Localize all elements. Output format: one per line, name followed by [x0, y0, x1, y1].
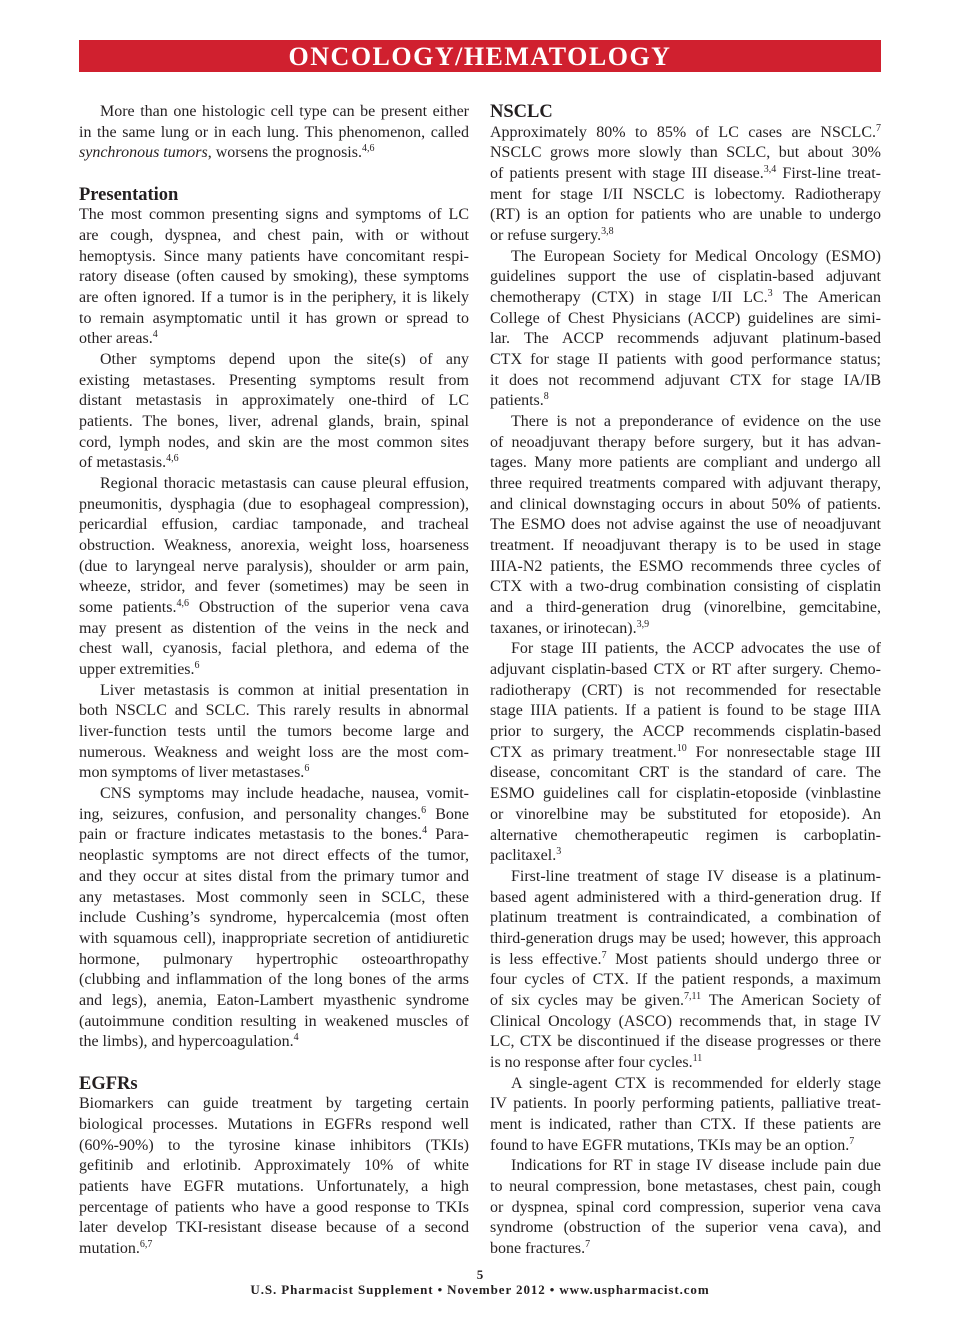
paragraph	[79, 681, 469, 784]
text-line	[490, 660, 881, 681]
text-line	[490, 1136, 881, 1157]
citation-superscript: 4,6	[166, 453, 179, 465]
text-run: First-line treat-	[776, 165, 881, 182]
text-line	[79, 1094, 469, 1115]
text-line	[490, 226, 881, 247]
text-run: and clinical downstaging occurs in about 50% of patients.	[490, 495, 881, 513]
text-run: The American	[772, 289, 881, 307]
text-line	[490, 639, 881, 660]
text-run: (RT) is an option for patients who are unable to undergo	[490, 206, 881, 224]
text-run: or dyspnea, spinal cord compression, superior vena cava	[490, 1198, 881, 1216]
text-run: obstruction. Weakness, anorexia, weight loss, hoarseness	[79, 537, 469, 555]
text-line	[79, 763, 469, 784]
text-line	[79, 577, 469, 598]
text-run: Liver metastasis is common at initial presentation in	[100, 681, 469, 699]
text-line	[490, 1094, 881, 1115]
text-line	[79, 267, 469, 288]
text-line	[490, 970, 881, 991]
citation-superscript: 3	[767, 288, 773, 300]
text-line	[79, 474, 469, 495]
citation-superscript: 7	[876, 122, 881, 134]
citation-superscript: 4	[152, 329, 158, 341]
text-line	[79, 639, 469, 660]
text-run: is no response after four cycles.	[490, 1053, 693, 1071]
text-run: any metastases. Most commonly seen in SCLC, these	[79, 888, 469, 906]
text-run: A single-agent CTX is recommended for elderly stage	[511, 1074, 881, 1092]
text-run: upper extremities.	[79, 661, 195, 679]
text-line	[79, 743, 469, 764]
text-run: distant metastasis in approximately one-third of LC	[79, 392, 469, 410]
text-line	[79, 681, 469, 702]
text-line	[490, 1156, 881, 1177]
text-run: CNS symptoms may include headache, nausea, vomit-	[100, 785, 469, 803]
text-run: mon symptoms of liver metastases.	[79, 764, 305, 782]
section-banner	[79, 40, 881, 72]
text-run: ESMO guidelines call for cisplatin-etoposide (vinblastine	[490, 785, 881, 803]
text-run: or vinorelbine may be substituted for etoposide). An	[490, 805, 881, 823]
text-line	[490, 309, 881, 330]
text-run: radiotherapy (CRT) is not recommended for resectable	[490, 681, 881, 699]
citation-superscript: 3,4	[763, 164, 777, 175]
citation-superscript: 7	[601, 949, 607, 961]
text-line	[490, 681, 881, 702]
text-line	[490, 1198, 881, 1219]
text-run: and legs), anemia, Eaton-Lambert myasthenic syndrome	[79, 991, 469, 1009]
paragraph	[79, 205, 469, 350]
text-line	[490, 1177, 881, 1198]
text-run: patients. The bones, liver, adrenal glands, brain, spinal	[79, 413, 469, 431]
text-run: three required treatments compared with adjuvant therapy,	[490, 475, 881, 493]
citation-superscript: 7,11	[683, 990, 702, 1002]
text-run: may present as distention of the veins in the neck and	[79, 619, 469, 637]
text-line	[490, 164, 881, 185]
text-run: CTX for stage II patients with good performance status;	[490, 351, 881, 369]
section-title: ONCOLOGY/HEMATOLOGY	[288, 42, 672, 71]
text-line	[79, 309, 469, 330]
text-run: Most patients should undergo three or	[606, 950, 881, 968]
text-line	[490, 722, 881, 743]
text-line	[79, 598, 469, 619]
right-column	[490, 102, 881, 1260]
text-run: IIIA-N2 patients, the ESMO recommends three cycles of	[490, 557, 881, 575]
text-run: or refuse surgery.	[490, 227, 602, 245]
text-line	[79, 371, 469, 392]
text-run: some patients.	[79, 599, 177, 617]
text-line	[79, 288, 469, 309]
text-run: guidelines support the use of cisplatin-based adjuvant	[490, 268, 881, 286]
text-line	[490, 329, 881, 350]
text-run: is less effective.	[490, 950, 602, 968]
text-run: patients.	[490, 392, 544, 410]
text-run: IV patients. In poorly performing patients, palliative treat-	[490, 1095, 881, 1113]
text-line	[79, 1218, 469, 1239]
text-line	[490, 784, 881, 805]
text-run: ing, seizures, confusion, and personality changes.	[79, 805, 422, 823]
text-run: liver-function tests until the tumors become large and	[79, 723, 469, 741]
text-run: ratory disease (often caused by smoking), these symptoms	[79, 268, 469, 286]
text-run: neoplastic symptoms are not direct effects of the tumor,	[79, 847, 469, 865]
text-line	[490, 598, 881, 619]
text-run: of metastasis.	[79, 454, 167, 472]
text-line	[79, 247, 469, 268]
text-line	[79, 1032, 469, 1053]
text-line	[490, 1032, 881, 1053]
text-run: adjuvant cisplatin-based CTX or RT after surgery. Chemo-	[490, 661, 881, 679]
citation-superscript: 4	[293, 1032, 299, 1044]
text-line	[490, 929, 881, 950]
text-line	[79, 433, 469, 454]
text-line	[79, 722, 469, 743]
text-run: paclitaxel.	[490, 847, 557, 865]
text-run: are cough, dyspnea, and chest pain, with or without	[79, 227, 469, 244]
citation-superscript: 6	[421, 804, 427, 816]
text-run: The American Society of	[701, 991, 881, 1009]
text-run: chest wall, cyanosis, facial plethora, and edema of the	[79, 640, 469, 658]
text-line	[490, 123, 881, 144]
paragraph	[490, 867, 881, 1074]
text-run: hormone, pulmonary hypertrophic osteoarthropathy	[79, 950, 469, 968]
text-run: (clubbing and inflammation of the long bones of the arms	[79, 971, 469, 989]
citation-superscript: 3	[556, 846, 562, 858]
text-line	[490, 412, 881, 433]
text-run: CTX as primary treatment.	[490, 743, 677, 761]
text-line	[79, 950, 469, 971]
text-run: (autoimmune condition resulting in weakened muscles of	[79, 1012, 469, 1030]
text-run: it does not recommend adjuvant CTX for stage IA/IB	[490, 371, 881, 389]
text-run: gefitinib and erlotinib. Approximately 10% of white	[79, 1157, 469, 1175]
text-line	[79, 143, 469, 164]
citation-superscript: 3,8	[601, 226, 614, 238]
citation-superscript: 6	[194, 660, 200, 672]
citation-superscript: 4	[422, 825, 428, 837]
text-line	[79, 1198, 469, 1219]
text-line	[79, 412, 469, 433]
section-heading: Presentation	[79, 184, 179, 205]
citation-superscript: 6	[304, 763, 310, 775]
text-run: with squamous cell), inappropriate secretion of antidiuretic	[79, 929, 469, 947]
text-line	[490, 805, 881, 826]
paragraph	[490, 247, 881, 412]
text-line	[79, 515, 469, 536]
text-line	[490, 247, 881, 268]
text-line	[490, 743, 881, 764]
text-run: stage IIIA patients. If a patient is found to be stage IIIA	[490, 702, 881, 720]
text-line	[490, 495, 881, 516]
text-run: ment for stage I/II NSCLC is lobectomy. Radiotherapy	[490, 185, 881, 203]
text-run: (60%-90%) to the tyrosine kinase inhibitors (TKIs)	[79, 1136, 469, 1154]
citation-superscript: 11	[692, 1052, 703, 1064]
text-run: to neural compression, bone metastases, chest pain, cough	[490, 1177, 881, 1195]
text-run: Indications for RT in stage IV disease include pain due	[511, 1157, 881, 1175]
text-run: found to have EGFR mutations, TKIs may be an option.	[490, 1136, 850, 1154]
text-line	[490, 950, 881, 971]
text-run: taxanes, or irinotecan).	[490, 619, 637, 637]
citation-superscript: 3,9	[636, 618, 650, 630]
text-line	[490, 1012, 881, 1033]
text-run: , worsens the prognosis.	[207, 144, 362, 162]
citation-superscript: 4,6	[361, 143, 375, 155]
text-line	[490, 267, 881, 288]
page-number: 5	[476, 1267, 484, 1282]
text-line	[490, 867, 881, 888]
text-run: Obstruction of the superior vena cava	[188, 599, 469, 617]
text-run: The ESMO does not advise against the use of neoadjuvant	[490, 516, 881, 534]
text-run: patients have EGFR mutations. Unfortunately, a high	[79, 1177, 469, 1195]
text-line	[79, 1239, 469, 1260]
citation-superscript: 8	[543, 391, 549, 403]
text-run: For nonresectable stage III	[686, 743, 881, 761]
text-line	[490, 371, 881, 392]
text-line	[79, 908, 469, 929]
text-run: prior to surgery, the ACCP recommends cisplatin-based	[490, 723, 881, 741]
text-line	[490, 1115, 881, 1136]
text-run: alternative chemotherapeutic regimen is carboplatin-	[490, 826, 881, 844]
text-run: based agent administered with a third-generation drug. If	[490, 888, 881, 906]
text-run: There is not a preponderance of evidence on the use	[511, 413, 881, 431]
text-line	[490, 888, 881, 909]
text-run: More than one histologic cell type can be present either	[100, 103, 469, 120]
text-run: treatment. If neoadjuvant therapy is to be used in stage	[490, 537, 881, 555]
text-line	[490, 557, 881, 578]
text-run: chemotherapy (CTX) in stage I/II LC.	[490, 289, 768, 307]
text-run: and a third-generation drug (vinorelbine, gemcitabine,	[490, 599, 881, 617]
citation-superscript: 10	[676, 742, 687, 754]
text-line	[79, 102, 469, 123]
citation-superscript: 6,7	[139, 1238, 153, 1250]
text-line	[490, 143, 881, 164]
text-line	[79, 991, 469, 1012]
text-run: existing metastases. Presenting symptoms result from	[79, 371, 469, 389]
left-column	[79, 102, 469, 1260]
paragraph	[79, 784, 469, 1053]
text-line	[79, 1136, 469, 1157]
footer-publication-line: U.S. Pharmacist Supplement • November 2012 • www.uspharmacist.com	[250, 1282, 710, 1297]
text-line	[79, 1177, 469, 1198]
text-run: pneumonitis, dysphagia (due to esophageal compression),	[79, 495, 469, 513]
text-run: Clinical Oncology (ASCO) recommends that, in stage IV	[490, 1012, 881, 1030]
text-line	[490, 205, 881, 226]
text-line	[79, 495, 469, 516]
text-line	[79, 536, 469, 557]
text-run: LC, CTX be discontinued if the disease progresses or there	[490, 1033, 881, 1051]
text-run: For stage III patients, the ACCP advocates the use of	[511, 640, 881, 658]
text-run: Para-	[427, 826, 469, 844]
text-line	[490, 846, 881, 867]
text-line	[79, 1115, 469, 1136]
text-line	[490, 1239, 881, 1260]
text-run: Biomarkers can guide treatment by targeting certain	[79, 1095, 469, 1113]
text-line	[490, 763, 881, 784]
text-run: NSCLC grows more slowly than SCLC, but about 30%	[490, 144, 881, 162]
paragraph	[79, 1094, 469, 1259]
text-line	[490, 701, 881, 722]
citation-superscript: 4,6	[176, 598, 189, 610]
text-line	[79, 619, 469, 640]
text-line	[79, 846, 469, 867]
section-heading: NSCLC	[490, 102, 553, 122]
text-line	[79, 660, 469, 681]
text-run: other areas.	[79, 330, 153, 348]
paragraph	[79, 474, 469, 681]
text-line	[79, 701, 469, 722]
text-run: platinum treatment is contraindicated, a combination of	[490, 909, 881, 927]
text-run: bone fractures.	[490, 1239, 586, 1257]
citation-superscript: 7	[585, 1238, 591, 1250]
text-line	[79, 453, 469, 474]
text-run: cord, lymph nodes, and skin are the most common sites	[79, 433, 469, 451]
text-line	[79, 805, 469, 826]
paragraph	[490, 1074, 881, 1157]
text-line	[79, 329, 469, 350]
text-line	[79, 205, 469, 226]
text-line	[79, 1012, 469, 1033]
text-line	[490, 433, 881, 454]
text-run: both NSCLC and SCLC. This rarely results in abnormal	[79, 702, 469, 720]
text-run: to remain asymptomatic until it has grown or spread to	[79, 309, 469, 327]
text-run: mutation.	[79, 1239, 140, 1257]
text-run: pericardial effusion, cardiac tamponade, and tracheal	[79, 516, 469, 534]
text-line	[79, 888, 469, 909]
text-line	[79, 391, 469, 412]
italic-term: synchronous tumors	[79, 144, 208, 162]
text-run: Other symptoms depend upon the site(s) of any	[100, 351, 469, 369]
text-line	[79, 867, 469, 888]
text-line	[79, 929, 469, 950]
text-line	[490, 1074, 881, 1095]
citation-superscript: 7	[849, 1135, 855, 1147]
text-run: Bone	[426, 805, 469, 823]
text-line	[79, 825, 469, 846]
text-line	[490, 185, 881, 206]
text-line	[79, 557, 469, 578]
text-run: pain or fracture indicates metastasis to the bones.	[79, 826, 423, 844]
text-line	[490, 453, 881, 474]
text-run: The European Society for Medical Oncology (ESMO)	[511, 247, 881, 265]
paragraph	[79, 102, 469, 164]
paragraph	[490, 1156, 881, 1259]
paragraph	[79, 350, 469, 474]
text-run: percentage of patients who have a good response to TKIs	[79, 1198, 469, 1216]
paragraph	[490, 639, 881, 866]
text-run: CTX with a two-drug combination consisting of cisplatin	[490, 578, 881, 596]
text-run: tages. Many more patients are compliant and undergo all	[490, 454, 881, 472]
text-run: numerous. Weakness and weight loss are the most com-	[79, 743, 469, 761]
text-line	[79, 784, 469, 805]
text-run: include Cushing’s syndrome, hypercalcemia (most often	[79, 909, 469, 927]
text-line	[490, 515, 881, 536]
text-line	[490, 1218, 881, 1239]
text-line	[79, 1156, 469, 1177]
text-run: of patients present with stage III disease.	[490, 165, 764, 182]
text-run: of six cycles may be given.	[490, 991, 684, 1009]
text-line	[490, 1053, 881, 1074]
text-line	[79, 123, 469, 144]
text-line	[490, 826, 881, 847]
text-run: ment is indicated, rather than CTX. If these patients are	[490, 1115, 881, 1133]
text-run: syndrome (obstruction of the superior vena cava), and	[490, 1219, 881, 1237]
text-run: Approximately 80% to 85% of LC cases are NSCLC.	[490, 123, 876, 141]
paragraph	[490, 123, 881, 247]
text-run: First-line treatment of stage IV disease is a platinum-	[511, 867, 881, 885]
text-line	[490, 350, 881, 371]
text-line	[490, 577, 881, 598]
text-run: third-generation drugs may be used; however, this approach	[490, 929, 881, 947]
text-line	[79, 970, 469, 991]
text-line	[490, 908, 881, 929]
paragraph	[490, 412, 881, 639]
text-run: wheeze, stridor, and fever (sometimes) may be seen in	[79, 578, 469, 596]
text-run: later develop TKI-resistant disease because of a second	[79, 1219, 469, 1237]
section-heading: EGFRs	[79, 1073, 138, 1094]
text-run: Regional thoracic metastasis can cause pleural effusion,	[100, 475, 469, 493]
text-line	[490, 474, 881, 495]
text-line	[490, 991, 881, 1012]
text-line	[490, 536, 881, 557]
text-run: disease, concomitant CRT is the standard of care. The	[490, 764, 881, 782]
text-run: lar. The ACCP recommends adjuvant platinum-based	[490, 330, 881, 348]
text-line	[490, 619, 881, 640]
text-run: College of Chest Physicians (ACCP) guidelines are simi-	[490, 309, 881, 327]
text-run: (due to laryngeal nerve paralysis), shoulder or arm pain,	[79, 557, 469, 575]
text-run: The most common presenting signs and symptoms of LC	[79, 206, 469, 224]
text-line	[79, 350, 469, 371]
text-line	[490, 288, 881, 309]
text-run: hemoptysis. Since many patients have concomitant respi-	[79, 247, 469, 265]
text-line	[79, 226, 469, 247]
text-run: are often ignored. If a tumor is in the periphery, it is likely	[79, 289, 469, 307]
text-run: in the same lung or in each lung. This phenomenon, called	[79, 123, 469, 141]
text-run: of neoadjuvant therapy before surgery, but it has advan-	[490, 433, 881, 451]
text-run: and they occur at sites distal from the primary tumor and	[79, 867, 469, 885]
text-run: four cycles of CTX. If the patient responds, a maximum	[490, 971, 881, 989]
text-run: the limbs), and hypercoagulation.	[79, 1033, 294, 1051]
text-line	[490, 391, 881, 412]
text-run: biological processes. Mutations in EGFRs respond well	[79, 1115, 469, 1133]
